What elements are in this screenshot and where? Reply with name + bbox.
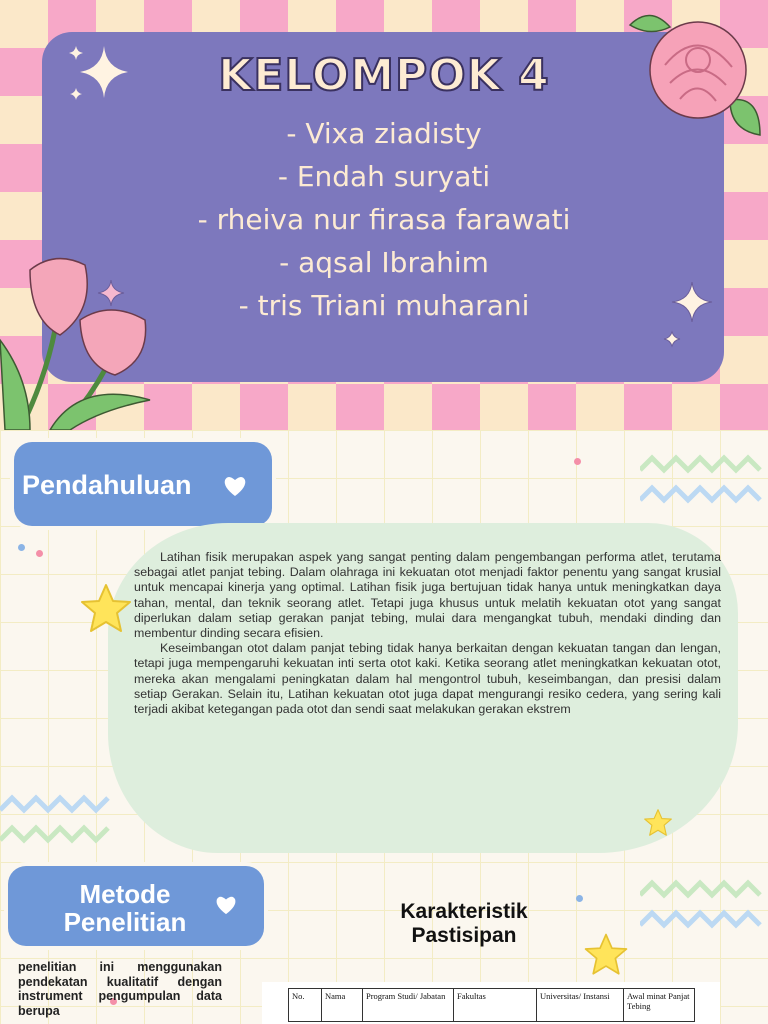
heart-icon xyxy=(222,474,248,498)
zigzag-decoration xyxy=(640,875,768,955)
dot-decoration xyxy=(574,458,581,465)
table-header-cell: Universitas/ Instansi xyxy=(537,989,624,1022)
intro-paragraph: Latihan fisik merupakan aspek yang sangat penting dalam pengembangan performa atlet, terutama sebagai atlet panjat tebing. Dalam olahraga ini kekuatan otot menjadi faktor penentu yang sangat krusial untuk mencapai kinerja yang optimal. Latihan fisik juga bertujuan tidak hanya untuk meningkatkan daya tahan, mental, dan teknik seorang atlet. Tetapi juga khusus untuk melatih kekuatan otot yang sangat diperlukan dalam setiap gerakan panjat tebing, mulai dara mengangkat tubuh, mendaki dinding dan membentur dinding secara efisien. xyxy=(134,550,721,641)
metode-heading-line: Penelitian xyxy=(63,907,187,937)
member-name: - Vixa ziadisty xyxy=(286,117,482,150)
participant-table-panel xyxy=(262,982,720,1024)
member-name: - aqsal Ibrahim xyxy=(279,246,489,279)
rose-illustration xyxy=(620,5,768,140)
member-name: - Endah suryati xyxy=(277,160,491,193)
karakteristik-title xyxy=(364,900,564,948)
heart-icon xyxy=(214,894,238,916)
intro-paragraph: Keseimbangan otot dalam panjat tebing tidak hanya berkaitan dengan kekuatan tangan dan lengan, tetapi juga mempengaruhi kekuatan inti serta otot kaki. Ketika seorang atlet meningkatkan kekuatan otot, mereka akan mengalami peningkatan dalam hal mengontrol tubuh, keseimbangan, dan presisi dalam setiap Gerakan. Selain itu, Latihan kekuatan otot juga dapat mengurangi resiko cedera, yang sering kali terjadi akibat ketegangan pada otot dan sendi saat melakukan gerakan ekstrem xyxy=(134,641,721,717)
zigzag-decoration xyxy=(0,790,120,870)
group-title: KELOMPOK 4 xyxy=(218,50,550,101)
table-header-cell: No. xyxy=(289,989,322,1022)
karakteristik-title-line: Pastisipan xyxy=(411,924,517,947)
member-name: - tris Triani muharani xyxy=(238,289,530,322)
content-slide xyxy=(0,430,768,1024)
star-icon xyxy=(582,932,630,978)
star-icon xyxy=(642,808,674,838)
member-name: - rheiva nur firasa farawati xyxy=(197,203,571,236)
pendahuluan-heading: Pendahuluan xyxy=(22,470,192,500)
table-header-cell: Awal minat Panjat Tebing xyxy=(624,989,695,1022)
table-header-cell: Nama xyxy=(322,989,363,1022)
dot-decoration xyxy=(18,544,25,551)
dot-decoration xyxy=(576,895,583,902)
participant-table xyxy=(288,988,695,1022)
karakteristik-title-line: Karakteristik xyxy=(400,900,528,923)
table-header-cell: Fakultas xyxy=(454,989,537,1022)
table-header-row xyxy=(289,989,695,1022)
metode-heading xyxy=(30,880,220,936)
dot-decoration xyxy=(36,550,43,557)
metode-heading-line: Metode xyxy=(79,879,171,909)
tulip-illustration xyxy=(0,250,160,430)
intro-text xyxy=(134,550,721,717)
table-header-cell: Program Studi/ Jabatan xyxy=(363,989,454,1022)
star-icon xyxy=(78,582,134,636)
metode-text: penelitian ini menggunakan pendekatan kualitatif dengan instrument pengumpulan data berupa xyxy=(18,960,222,1018)
cover-slide xyxy=(0,0,768,430)
zigzag-decoration xyxy=(640,450,768,530)
